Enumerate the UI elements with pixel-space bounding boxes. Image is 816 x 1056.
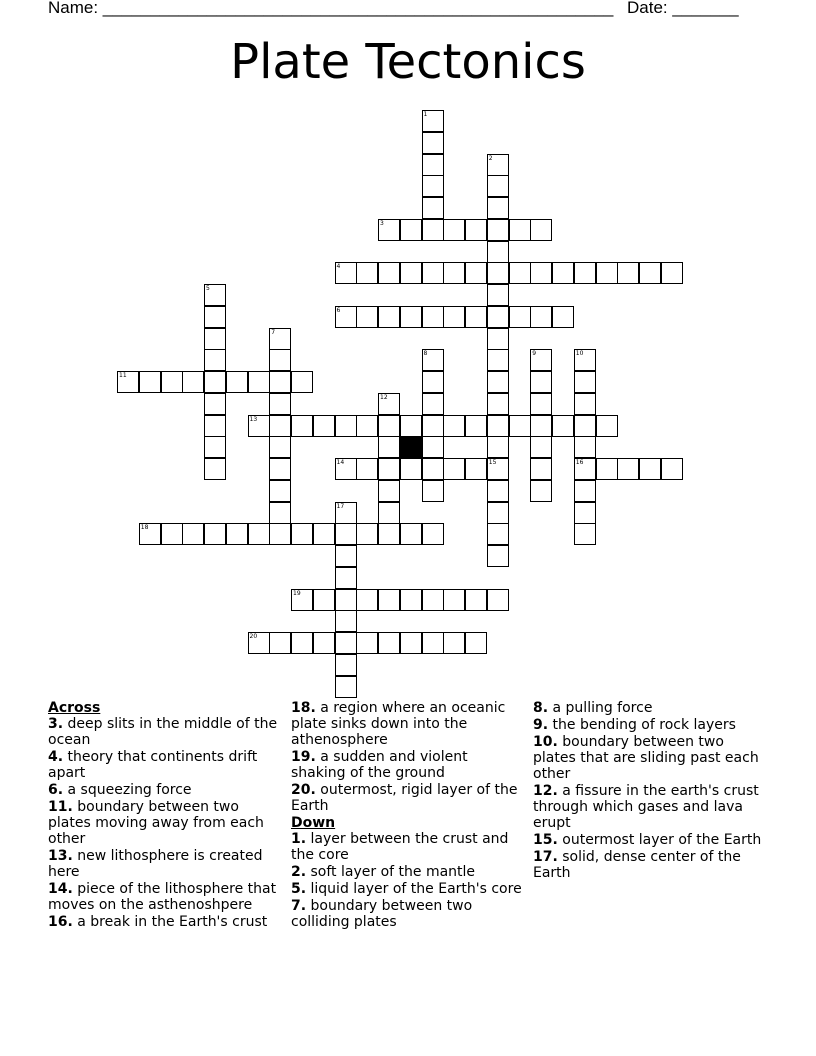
clue-number: 11. (48, 799, 73, 815)
grid-cell[interactable] (378, 306, 400, 328)
grid-cell[interactable] (422, 436, 444, 458)
grid-cell[interactable] (487, 458, 509, 480)
grid-cell[interactable] (465, 458, 487, 480)
name-field-label: Name: ______________________________________________________ (48, 0, 614, 17)
grid-cell[interactable] (574, 458, 596, 480)
grid-cell[interactable] (465, 632, 487, 654)
grid-cell[interactable] (487, 436, 509, 458)
grid-cell[interactable] (574, 262, 596, 284)
clue-text: piece of the lithosphere that moves on the asthenoshpere (48, 881, 277, 913)
grid-cell[interactable] (400, 415, 422, 437)
grid-cell[interactable] (443, 415, 465, 437)
grid-cell[interactable] (422, 262, 444, 284)
clue-number: 4. (48, 749, 64, 765)
grid-cell[interactable] (574, 371, 596, 393)
clue-text: deep slits in the middle of the ocean (48, 716, 278, 748)
grid-cell[interactable] (487, 589, 509, 611)
grid-cell[interactable] (378, 436, 400, 458)
clue-text: a break in the Earth's crust (77, 914, 268, 930)
grid-cell[interactable] (422, 632, 444, 654)
clue-heading: Across (48, 700, 101, 716)
grid-cell[interactable] (313, 415, 335, 437)
grid-cell[interactable] (139, 523, 161, 545)
grid-cell[interactable] (552, 262, 574, 284)
clue-number: 15. (533, 832, 558, 848)
grid-cell[interactable] (248, 632, 270, 654)
clue-number: 19. (291, 749, 316, 765)
grid-cell[interactable] (487, 197, 509, 219)
grid-cell[interactable] (509, 306, 531, 328)
grid-cell[interactable] (400, 306, 422, 328)
grid-cell[interactable] (465, 589, 487, 611)
clue-item (48, 848, 280, 880)
grid-cell[interactable] (291, 523, 313, 545)
clue-number: 18. (291, 700, 316, 716)
grid-cell[interactable] (291, 415, 313, 437)
grid-cell[interactable] (530, 458, 552, 480)
cell-number: 10 (575, 350, 584, 358)
grid-cell[interactable] (487, 349, 509, 371)
cell-number: 6 (336, 306, 341, 314)
grid-cell[interactable] (487, 393, 509, 415)
grid-cell[interactable] (530, 262, 552, 284)
cell-number: 19 (293, 589, 301, 597)
cell-number: 14 (336, 459, 345, 466)
grid-cell[interactable] (400, 262, 422, 284)
grid-cell[interactable] (530, 436, 552, 458)
grid-cell[interactable] (378, 632, 400, 654)
grid-cell[interactable] (356, 458, 378, 480)
grid-cell[interactable] (204, 415, 226, 437)
clue-item (291, 831, 523, 863)
grid-cell[interactable] (139, 371, 161, 393)
grid-cell[interactable] (204, 371, 226, 393)
grid-cell[interactable] (335, 632, 357, 654)
clue-text: solid, dense center of the Earth (533, 849, 741, 881)
grid-cell[interactable] (400, 458, 422, 480)
grid-cell[interactable] (269, 480, 291, 502)
grid-cell[interactable] (422, 175, 444, 197)
cell-number: 18 (140, 524, 149, 532)
grid-cell[interactable] (552, 415, 574, 437)
grid-cell[interactable] (552, 306, 574, 328)
clue-item (48, 716, 280, 748)
grid-cell[interactable] (378, 480, 400, 502)
clue-text: a region where an oceanic plate sinks down into the athenosphere (291, 700, 506, 748)
clue-text: a pulling force (552, 700, 653, 716)
grid-cell[interactable] (465, 415, 487, 437)
grid-cell[interactable] (661, 458, 683, 480)
grid-cell[interactable] (422, 523, 444, 545)
clue-number: 10. (533, 734, 558, 750)
grid-cell[interactable] (378, 523, 400, 545)
grid-cell[interactable] (639, 262, 661, 284)
grid-cell[interactable] (487, 306, 509, 328)
cell-number: 16 (575, 459, 584, 466)
grid-cell[interactable] (400, 523, 422, 545)
grid-cell[interactable] (574, 393, 596, 415)
grid-cell[interactable] (596, 262, 618, 284)
clue-text: theory that continents drift apart (48, 749, 258, 781)
grid-cell[interactable] (248, 523, 270, 545)
grid-cell[interactable] (465, 306, 487, 328)
grid-cell[interactable] (596, 415, 618, 437)
grid-cell[interactable] (378, 458, 400, 480)
clue-text: a sudden and violent shaking of the ground (291, 749, 468, 781)
grid-cell[interactable] (335, 502, 357, 524)
grid-cell[interactable] (378, 502, 400, 524)
clue-item (48, 881, 280, 913)
grid-cell[interactable] (269, 415, 291, 437)
grid-cell[interactable] (269, 328, 291, 350)
grid-cell[interactable] (204, 349, 226, 371)
grid-cell[interactable] (422, 154, 444, 176)
clue-column-2 (291, 700, 523, 931)
grid-cell[interactable] (248, 415, 270, 437)
clue-number: 8. (533, 700, 549, 716)
grid-cell[interactable] (487, 262, 509, 284)
grid-cell[interactable] (530, 306, 552, 328)
grid-cell[interactable] (574, 415, 596, 437)
grid-cell[interactable] (422, 306, 444, 328)
grid-cell[interactable] (269, 436, 291, 458)
clue-number: 16. (48, 914, 73, 930)
grid-cell[interactable] (335, 523, 357, 545)
grid-cell[interactable] (335, 676, 357, 698)
grid-cell[interactable] (487, 154, 509, 176)
grid-cell[interactable] (487, 328, 509, 350)
grid-cell[interactable] (378, 393, 400, 415)
grid-cell[interactable] (509, 219, 531, 241)
clue-number: 9. (533, 717, 549, 733)
grid-cell[interactable] (530, 349, 552, 371)
grid-cell[interactable] (204, 284, 226, 306)
grid-cell[interactable] (269, 371, 291, 393)
grid-cell[interactable] (269, 393, 291, 415)
grid-cell[interactable] (443, 262, 465, 284)
grid-cell[interactable] (422, 458, 444, 480)
clue-number: 7. (291, 898, 307, 914)
grid-cell[interactable] (574, 480, 596, 502)
cell-number: 12 (380, 393, 388, 401)
clue-item (533, 734, 765, 782)
clue-item (533, 783, 765, 831)
clue-number: 2. (291, 864, 307, 880)
cell-number: 5 (206, 285, 210, 292)
grid-cell[interactable] (400, 632, 422, 654)
clue-item (533, 700, 765, 716)
clue-item (533, 717, 765, 733)
clue-number: 20. (291, 782, 316, 798)
clue-number: 17. (533, 849, 558, 865)
clue-number: 12. (533, 783, 558, 799)
grid-cell[interactable] (378, 262, 400, 284)
clue-item (48, 799, 280, 847)
grid-cell[interactable] (356, 523, 378, 545)
grid-cell[interactable] (335, 654, 357, 676)
cell-number: 17 (336, 502, 345, 510)
grid-cell[interactable] (422, 197, 444, 219)
grid-cell[interactable] (574, 502, 596, 524)
grid-cell[interactable] (335, 262, 357, 284)
grid-cell[interactable] (335, 415, 357, 437)
clue-item (533, 849, 765, 881)
grid-cell[interactable] (422, 480, 444, 502)
grid-cell[interactable] (509, 262, 531, 284)
grid-cell[interactable] (204, 523, 226, 545)
grid-cell[interactable] (422, 415, 444, 437)
grid-cell[interactable] (313, 632, 335, 654)
grid-cell[interactable] (182, 371, 204, 393)
grid-cell[interactable] (378, 415, 400, 437)
clue-item (291, 700, 523, 748)
grid-cell[interactable] (335, 589, 357, 611)
clue-text: boundary between two colliding plates (291, 898, 473, 930)
grid-cell[interactable] (443, 219, 465, 241)
cell-number: 9 (532, 350, 537, 358)
grid-cell[interactable] (487, 545, 509, 567)
clue-item (291, 898, 523, 930)
grid-cell[interactable] (530, 219, 552, 241)
clue-text: outermost layer of the Earth (562, 832, 762, 848)
grid-cell[interactable] (204, 436, 226, 458)
clue-text: soft layer of the mantle (310, 864, 476, 880)
clue-item (48, 782, 280, 798)
clue-item (48, 914, 280, 930)
clue-text: outermost, rigid layer of the Earth (291, 782, 518, 814)
grid-cell[interactable] (422, 349, 444, 371)
grid-cell[interactable] (443, 632, 465, 654)
grid-cell[interactable] (335, 545, 357, 567)
cell-number: 13 (249, 415, 258, 423)
grid-cell[interactable] (335, 610, 357, 632)
clue-text: new lithosphere is created here (48, 848, 263, 880)
grid-cell[interactable] (356, 589, 378, 611)
grid-cell[interactable] (269, 502, 291, 524)
grid-cell[interactable] (661, 262, 683, 284)
grid-cell[interactable] (291, 371, 313, 393)
grid-cell[interactable] (204, 328, 226, 350)
clue-text: boundary between two plates that are sliding past each other (533, 734, 759, 782)
clue-text: layer between the crust and the core (291, 831, 509, 863)
grid-cell[interactable] (422, 393, 444, 415)
grid-cell[interactable] (400, 589, 422, 611)
clue-number: 6. (48, 782, 64, 798)
grid-cell[interactable] (465, 262, 487, 284)
grid-cell[interactable] (182, 523, 204, 545)
clue-number: 14. (48, 881, 73, 897)
clue-item (291, 749, 523, 781)
grid-cell[interactable] (487, 523, 509, 545)
cell-number: 8 (423, 350, 428, 358)
grid-cell[interactable] (269, 349, 291, 371)
cell-number: 3 (380, 219, 384, 227)
grid-cell[interactable] (161, 371, 183, 393)
grid-cell[interactable] (530, 371, 552, 393)
grid-cell[interactable] (422, 371, 444, 393)
grid-cell[interactable] (443, 306, 465, 328)
clue-text: a fissure in the earth's crust through which gases and lava erupt (533, 783, 759, 831)
grid-cell[interactable] (487, 502, 509, 524)
clue-column-1 (48, 700, 280, 931)
clue-item (533, 832, 765, 848)
grid-cell[interactable] (443, 458, 465, 480)
grid-cell[interactable] (335, 306, 357, 328)
cell-number: 20 (249, 633, 258, 640)
grid-cell[interactable] (487, 175, 509, 197)
grid-cell[interactable] (530, 480, 552, 502)
grid-cell[interactable] (204, 393, 226, 415)
grid-cell[interactable] (356, 306, 378, 328)
grid-cell[interactable] (269, 632, 291, 654)
grid-cell[interactable] (313, 589, 335, 611)
grid-cell[interactable] (422, 110, 444, 132)
grid-cell[interactable] (313, 523, 335, 545)
grid-cell[interactable] (574, 436, 596, 458)
grid-cell[interactable] (269, 523, 291, 545)
grid-cell[interactable] (617, 262, 639, 284)
grid-cell[interactable] (356, 415, 378, 437)
grid-cell[interactable] (487, 284, 509, 306)
grid-cell[interactable] (226, 523, 248, 545)
grid-cell[interactable] (422, 219, 444, 241)
clue-number: 3. (48, 716, 64, 732)
grid-cell[interactable] (422, 132, 444, 154)
cell-number: 1 (423, 111, 428, 118)
grid-cell[interactable] (291, 632, 313, 654)
grid-cell[interactable] (639, 458, 661, 480)
grid-cell[interactable] (487, 219, 509, 241)
black-cell (400, 436, 422, 458)
grid-cell[interactable] (487, 480, 509, 502)
grid-cell[interactable] (356, 262, 378, 284)
clue-item (291, 782, 523, 814)
grid-cell[interactable] (530, 393, 552, 415)
clue-text: a squeezing force (67, 782, 192, 798)
grid-cell[interactable] (422, 589, 444, 611)
grid-cell[interactable] (226, 371, 248, 393)
cell-number: 4 (336, 263, 341, 271)
page-title: Plate Tectonics (230, 34, 586, 90)
grid-cell[interactable] (487, 415, 509, 437)
grid-cell[interactable] (161, 523, 183, 545)
clue-heading: Down (291, 815, 336, 831)
grid-cell[interactable] (248, 371, 270, 393)
clue-column-3 (533, 700, 765, 882)
cell-number: 15 (488, 459, 497, 466)
clue-text: boundary between two plates moving away from each other (48, 799, 264, 847)
cell-number: 11 (119, 372, 127, 379)
clue-number: 13. (48, 848, 73, 864)
date-field-label: Date: _______ (627, 0, 739, 17)
grid-cell[interactable] (291, 589, 313, 611)
grid-cell[interactable] (574, 349, 596, 371)
grid-cell[interactable] (204, 458, 226, 480)
grid-cell[interactable] (356, 632, 378, 654)
cell-number: 7 (271, 328, 276, 336)
grid-cell[interactable] (269, 458, 291, 480)
grid-cell[interactable] (335, 458, 357, 480)
clue-item (291, 864, 523, 880)
cell-number: 2 (488, 154, 493, 162)
grid-cell[interactable] (574, 523, 596, 545)
grid-cell[interactable] (530, 415, 552, 437)
grid-cell[interactable] (509, 415, 531, 437)
clue-text: the bending of rock layers (552, 717, 736, 733)
grid-cell[interactable] (465, 219, 487, 241)
grid-cell[interactable] (487, 241, 509, 263)
clue-text: liquid layer of the Earth's core (310, 881, 522, 897)
grid-cell[interactable] (378, 219, 400, 241)
clue-item (291, 881, 523, 897)
grid-cell[interactable] (617, 458, 639, 480)
grid-cell[interactable] (487, 371, 509, 393)
clue-number: 1. (291, 831, 307, 847)
grid-cell[interactable] (204, 306, 226, 328)
clue-item (48, 749, 280, 781)
grid-cell[interactable] (596, 458, 618, 480)
clue-number: 5. (291, 881, 307, 897)
grid-cell[interactable] (117, 371, 139, 393)
grid-cell[interactable] (378, 589, 400, 611)
grid-cell[interactable] (400, 219, 422, 241)
grid-cell[interactable] (443, 589, 465, 611)
grid-cell[interactable] (335, 567, 357, 589)
